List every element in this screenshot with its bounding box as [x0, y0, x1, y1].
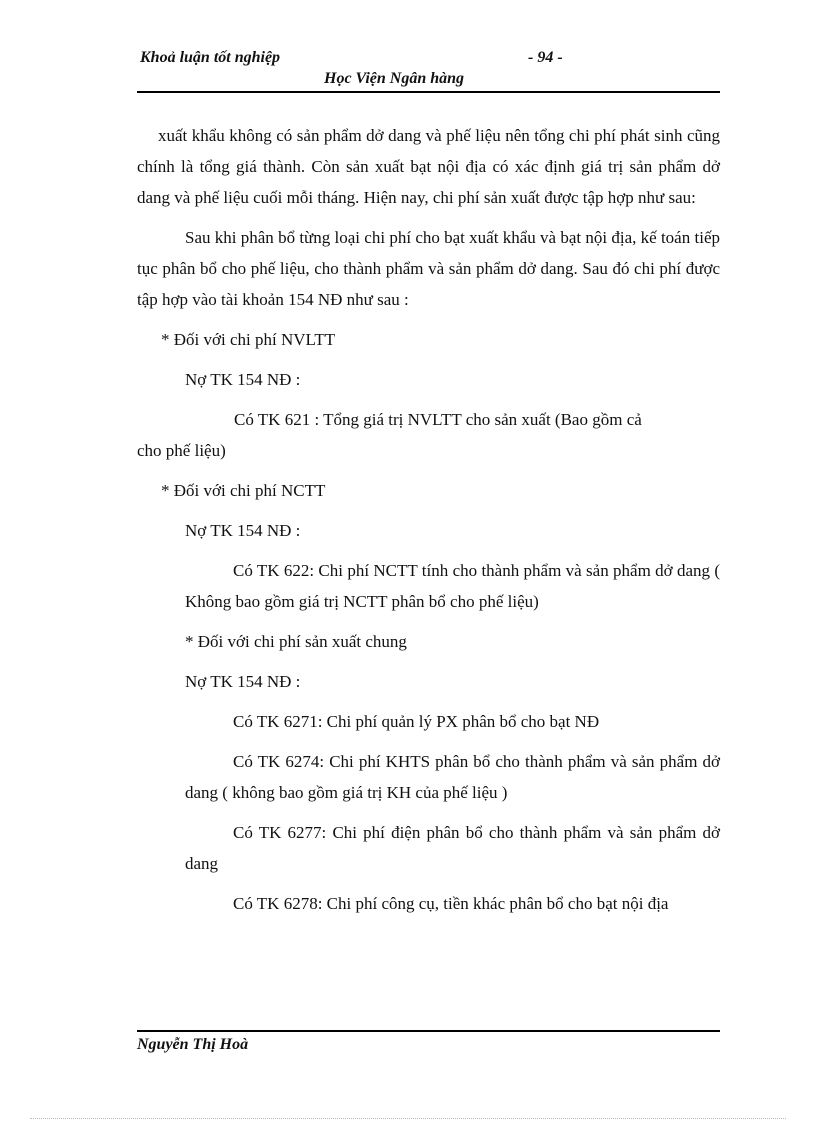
header-divider	[137, 91, 720, 93]
page-number: - 94 -	[528, 49, 563, 66]
debit-entry-nvltt: Nợ TK 154 NĐ :	[185, 370, 301, 389]
footer-author: Nguyễn Thị Hoà	[137, 1036, 249, 1053]
paragraph-continuation: xuất khẩu không có sản phẩm dở dang và phế liệu nên tổng chi phí phát sinh cũng chính là tổng giá thành. Còn sản xuất bạt nội địa có xác định giá trị sản phẩm dở dang và phế liệu cuối mỗi tháng. Hiện nay, chi phí sản xuất được tập hợp như sau:	[137, 126, 720, 207]
credit-entry-6271: Có TK 6271: Chi phí quản lý PX phân bổ cho bạt NĐ	[233, 712, 600, 731]
paragraph-allocation: Sau khi phân bổ từng loại chi phí cho bạt xuất khẩu và bạt nội địa, kế toán tiếp tục phân bổ cho phế liệu, cho thành phẩm và sản phẩm dở dang. Sau đó chi phí được tập hợp vào tài khoản 154 NĐ như sau :	[137, 228, 720, 309]
document-body	[137, 120, 720, 919]
section-heading-nctt: * Đối với chi phí NCTT	[161, 481, 326, 500]
credit-entry-6278: Có TK 6278: Chi phí công cụ, tiền khác phân bổ cho bạt nội địa	[233, 894, 669, 913]
section-heading-sxc: * Đối với chi phí sản xuất chung	[185, 632, 407, 651]
header-thesis-label: Khoả luận tốt nghiệp	[140, 49, 281, 66]
page-bottom-edge	[30, 1118, 786, 1119]
section-heading-nvltt: * Đối với chi phí NVLTT	[161, 330, 336, 349]
footer-divider	[137, 1030, 720, 1032]
credit-entry-622: Có TK 622: Chi phí NCTT tính cho thành phẩm và sản phẩm dở dang ( Không bao gồm giá trị NCTT phân bổ cho phế liệu)	[185, 561, 720, 611]
credit-entry-6277: Có TK 6277: Chi phí điện phân bổ cho thành phẩm và sản phẩm dở dang	[185, 823, 720, 873]
credit-entry-6274: Có TK 6274: Chi phí KHTS phân bổ cho thành phẩm và sản phẩm dở dang ( không bao gồm giá trị KH của phế liệu )	[185, 752, 720, 802]
credit-entry-621-continued: cho phế liệu)	[137, 441, 226, 460]
credit-entry-621: Có TK 621 : Tổng giá trị NVLTT cho sản xuất (Bao gồm cả	[234, 410, 642, 429]
header-institution: Học Viện Ngân hàng	[324, 70, 465, 87]
debit-entry-sxc: Nợ TK 154 NĐ :	[185, 672, 301, 691]
debit-entry-nctt: Nợ TK 154 NĐ :	[185, 521, 301, 540]
